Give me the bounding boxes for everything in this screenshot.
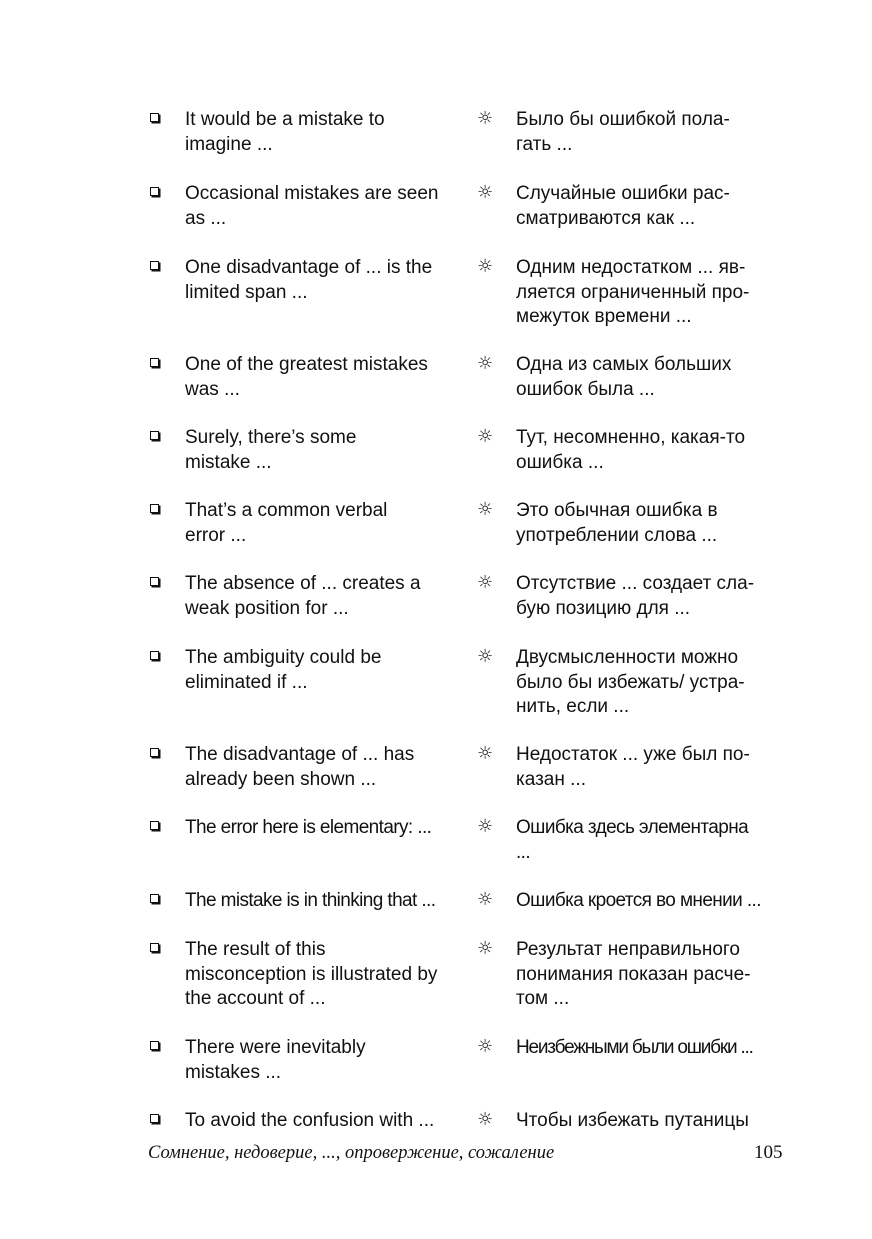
sun-icon: ☼ [477,1036,494,1057]
checkbox-bullet-icon [150,113,159,122]
english-phrase: The absence of ... creates a weak position for ... [185,573,421,619]
checkbox-bullet-icon [150,431,159,440]
sun-icon: ☼ [477,572,494,593]
sun-icon: ☼ [477,646,494,667]
english-phrase: One disadvantage of ... is the limited span ... [185,257,433,303]
sun-icon: ☼ [477,938,494,959]
english-phrase: One of the greatest mistakes was ... [185,354,428,400]
english-phrase: The ambiguity could be eliminated if ... [185,647,382,693]
checkbox-bullet-icon [150,358,159,367]
checkbox-bullet-icon [150,894,159,903]
russian-translation: Чтобы избежать путаницы [516,1110,749,1131]
russian-translation: Тут, несомненно, какая-то ошибка ... [516,427,746,473]
russian-translation: Было бы ошибкой пола- гать ... [516,109,730,155]
russian-translation: Ошибка кроется во мнении ... [516,890,761,911]
checkbox-bullet-icon [150,1114,159,1123]
russian-translation: Одна из самых больших ошибок была ... [516,354,732,400]
sun-icon: ☼ [477,426,494,447]
english-phrase: The mistake is in thinking that ... [185,890,436,911]
sun-icon: ☼ [477,353,494,374]
english-phrase: There were inevitably mistakes ... [185,1037,366,1083]
sun-icon: ☼ [477,743,494,764]
english-phrase: That’s a common verbal error ... [185,500,388,546]
page-number: 105 [754,1142,783,1163]
checkbox-bullet-icon [150,504,159,513]
english-phrase: The error here is elementary: ... [185,817,432,838]
sun-icon: ☼ [477,182,494,203]
sun-icon: ☼ [477,499,494,520]
checkbox-bullet-icon [150,651,159,660]
sun-icon: ☼ [477,108,494,129]
english-phrase: Surely, there’s some mistake ... [185,427,357,473]
russian-translation: Это обычная ошибка в употреблении слова ... [516,500,718,546]
english-phrase: The disadvantage of ... has already been shown ... [185,744,415,790]
sun-icon: ☼ [477,889,494,910]
english-phrase: To avoid the confusion with ... [185,1110,435,1131]
russian-translation: Отсутствие ... создает сла- бую позицию для ... [516,573,755,619]
sun-icon: ☼ [477,816,494,837]
russian-translation: Двусмысленности можно было бы избежать/ устра- нить, если ... [516,647,745,717]
sun-icon: ☼ [477,256,494,277]
checkbox-bullet-icon [150,943,159,952]
english-phrase: The result of this misconception is illustrated by the account of ... [185,939,438,1009]
english-phrase: It would be a mistake to imagine ... [185,109,385,155]
english-phrase: Occasional mistakes are seen as ... [185,183,439,229]
running-footer: Сомнение, недоверие, ..., опровержение, сожаление [148,1143,555,1163]
russian-translation: Результат неправильного понимания показан расче- том ... [516,939,751,1009]
russian-translation: Ошибка здесь элементарна ... [516,817,749,863]
russian-translation: Одним недостатком ... яв- ляется ограниченный про- межуток времени ... [516,257,750,327]
sun-icon: ☼ [477,1109,494,1130]
checkbox-bullet-icon [150,577,159,586]
checkbox-bullet-icon [150,261,159,270]
russian-translation: Случайные ошибки рас- сматриваются как ... [516,183,730,229]
checkbox-bullet-icon [150,821,159,830]
russian-translation: Недостаток ... уже был по- казан ... [516,744,750,790]
russian-translation: Неизбежными были ошибки ... [516,1037,753,1058]
checkbox-bullet-icon [150,187,159,196]
checkbox-bullet-icon [150,748,159,757]
checkbox-bullet-icon [150,1041,159,1050]
